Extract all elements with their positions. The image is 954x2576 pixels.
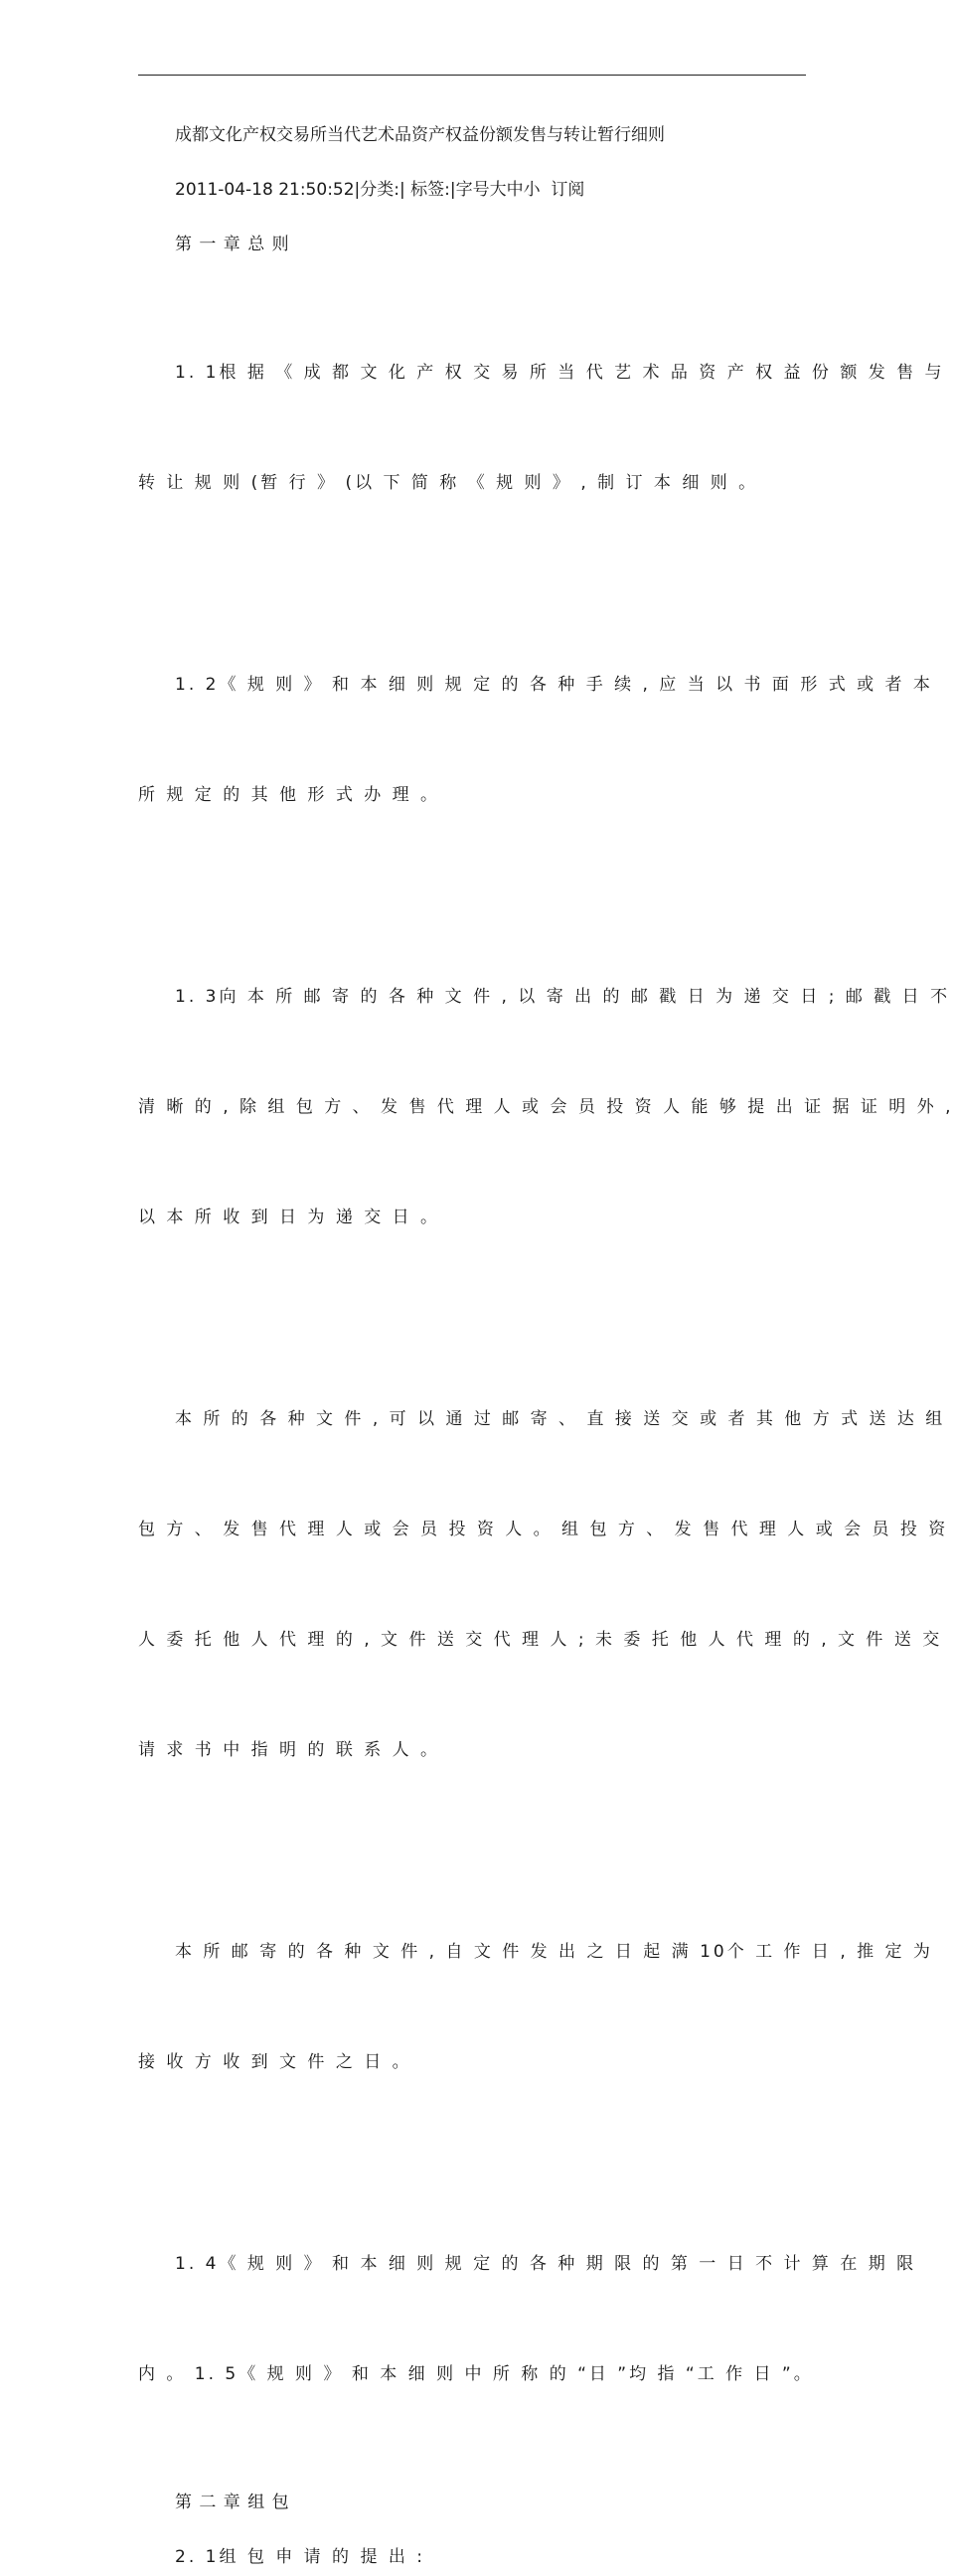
paragraph-2-1: 2. 1组 包 申 请 的 提 出 : <box>175 2547 425 2567</box>
paragraph-line: 以 本 所 收 到 日 为 递 交 日 。 <box>138 1208 441 1227</box>
paragraph-line: 内 。 1. 5《 规 则 》 和 本 细 则 中 所 称 的 “日 ”均 指 “工 作 日 ”。 <box>138 2364 814 2384</box>
paragraph-line: 清 晰 的 , 除 组 包 方 、 发 售 代 理 人 或 会 员 投 资 人 能 够 提 出 证 据 证 明 外 , <box>138 1097 954 1117</box>
document-title: 成都文化产权交易所当代艺术品资产权益份额发售与转让暂行细则 <box>175 125 665 145</box>
chapter-heading-2: 第 二 章 组 包 <box>175 2493 290 2512</box>
document-meta: 2011-04-18 21:50:52|分类:| 标签:|字号大中小 订阅 <box>175 180 585 200</box>
header-rule <box>138 75 806 76</box>
paragraph-mail <box>138 1860 933 2155</box>
paragraph-line: 请 求 书 中 指 明 的 联 系 人 。 <box>138 1740 441 1760</box>
paragraph-line: 1. 4《 规 则 》 和 本 细 则 规 定 的 各 种 期 限 的 第 一 日 不 计 算 在 期 限 <box>175 2254 917 2274</box>
chapter-heading-1: 第 一 章 总 则 <box>175 235 290 254</box>
paragraph-1-3 <box>138 905 954 1310</box>
paragraph-line: 1. 3向 本 所 邮 寄 的 各 种 文 件 , 以 寄 出 的 邮 戳 日 为 递 交 日 ; 邮 戳 日 不 <box>175 987 951 1007</box>
paragraph-line: 本 所 邮 寄 的 各 种 文 件 , 自 文 件 发 出 之 日 起 满 10个 工 作 日 , 推 定 为 <box>175 1942 933 1962</box>
paragraph-delivery <box>138 1328 949 1843</box>
paragraph-1-1 <box>138 281 945 575</box>
paragraph-line: 包 方 、 发 售 代 理 人 或 会 员 投 资 人 。 组 包 方 、 发 售 代 理 人 或 会 员 投 资 <box>138 1520 949 1539</box>
paragraph-1-2 <box>138 593 933 887</box>
paragraph-line: 转 让 规 则 (暂 行 》 (以 下 简 称 《 规 则 》 , 制 订 本 细 则 。 <box>138 473 759 493</box>
document-body <box>138 117 954 2576</box>
paragraph-line: 人 委 托 他 人 代 理 的 , 文 件 送 交 代 理 人 ; 未 委 托 他 人 代 理 的 , 文 件 送 交 <box>138 1630 943 1650</box>
paragraph-line: 本 所 的 各 种 文 件 , 可 以 通 过 邮 寄 、 直 接 送 交 或 者 其 他 方 式 送 达 组 <box>175 1409 946 1429</box>
paragraph-line: 1. 1根 据 《 成 都 文 化 产 权 交 易 所 当 代 艺 术 品 资 产 权 益 份 额 发 售 与 <box>175 363 945 383</box>
paragraph-line: 所 规 定 的 其 他 形 式 办 理 。 <box>138 785 441 805</box>
paragraph-line: 接 收 方 收 到 文 件 之 日 。 <box>138 2052 412 2072</box>
paragraph-line: 1. 2《 规 则 》 和 本 细 则 规 定 的 各 种 手 续 , 应 当 以 书 面 形 式 或 者 本 <box>175 675 933 695</box>
paragraph-1-4 <box>138 2173 917 2467</box>
